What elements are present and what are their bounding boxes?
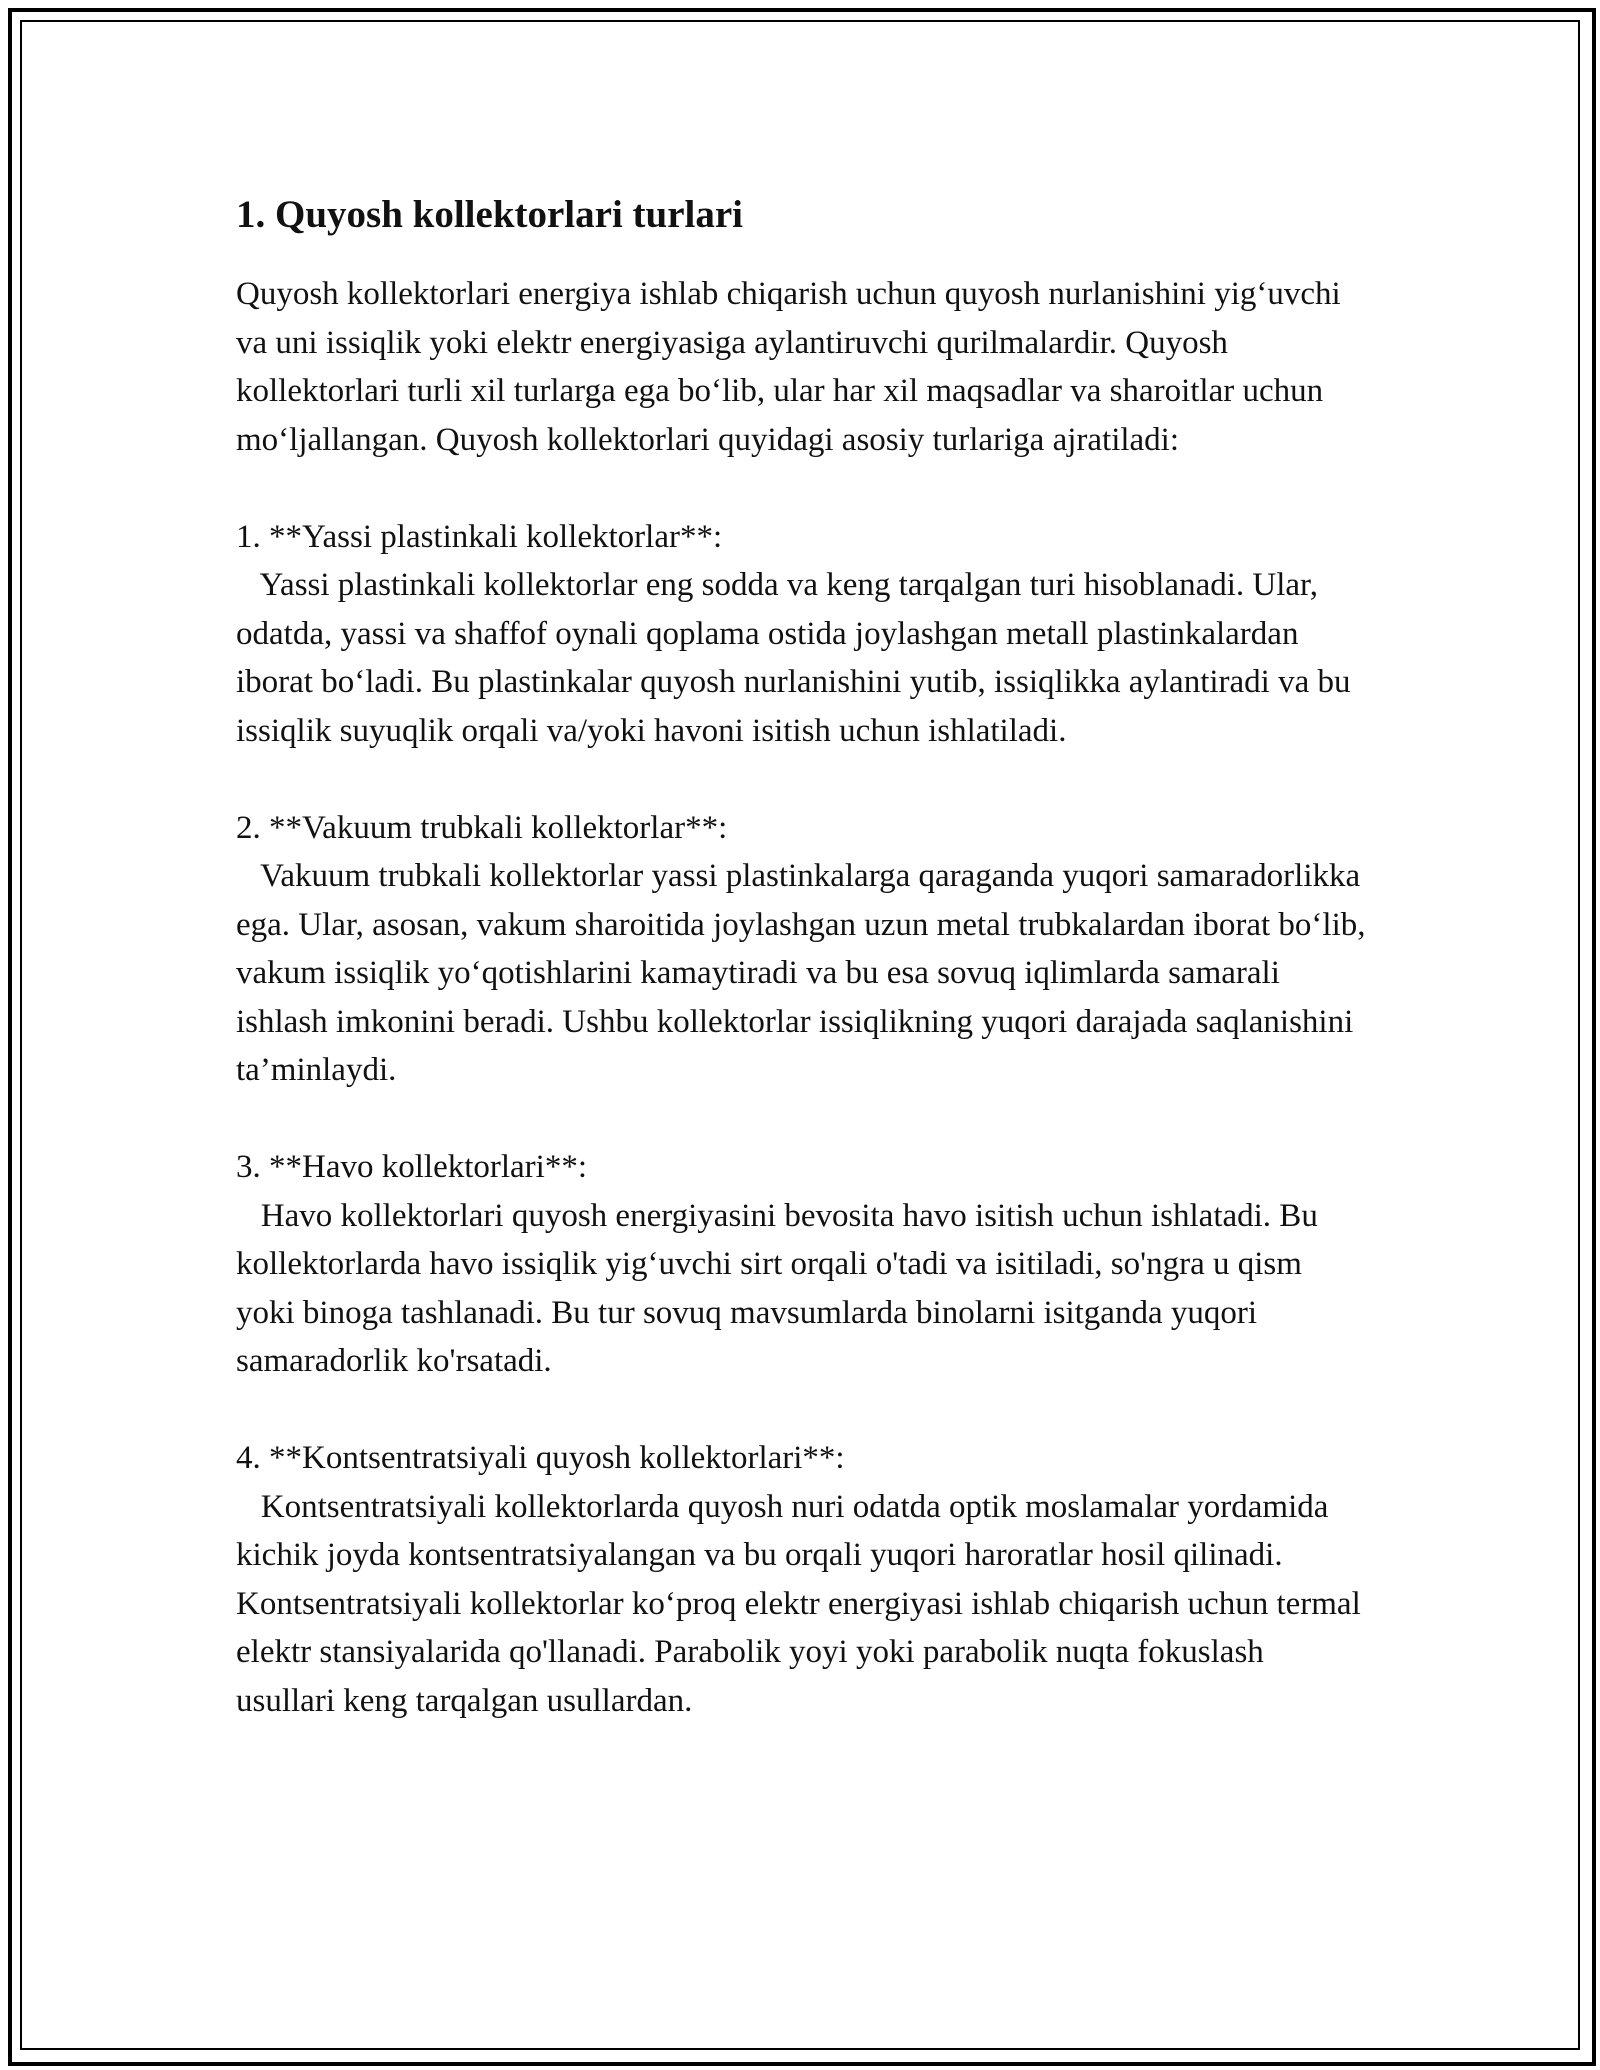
section-body [236, 1192, 1366, 1386]
section-title: 4. **Kontsentratsiyali quyosh kollektorlari**: [236, 1440, 845, 1476]
section-body-text: Kontsentratsiyali kollektorlarda quyosh nuri odatda optik moslamalar yordamida kichik joyda kontsentratsiyalangan va bu orqali yuqori haroratlar hosil qilinadi. Kontsentratsiyali kollektorlar ko‘proq elektr energiyasi ishlab chiqarish uchun termal elektr stansiyalarida qo'llanadi. Parabolik yoyi yoki parabolik nuqta fokuslash usullari keng tarqalgan usullardan. [236, 1488, 1361, 1719]
paragraph-gap [236, 1386, 1366, 1435]
section-body-text: Yassi plastinkali kollektorlar eng sodda va keng tarqalgan turi hisoblanadi. Ular, odatda, yassi va shaffof oynali qoplama ostida joylashgan metall plastinkalardan iborat bo‘ladi. Bu plastinkalar quyosh nurlanishini yutib, issiqlikka aylantiradi va bu issiqlik suyuqlik orqali va/yoki havoni isitish uchun ishlatiladi. [236, 567, 1351, 749]
document-body [236, 180, 1366, 1725]
section-body [236, 1483, 1366, 1726]
section-title: 1. **Yassi plastinkali kollektorlar**: [236, 518, 723, 555]
section-title: 2. **Vakuum trubkali kollektorlar**: [236, 809, 728, 846]
paragraph-gap [236, 464, 1366, 513]
section-body-text: Vakuum trubkali kollektorlar yassi plastinkalarga qaraganda yuqori samaradorlikka ega. Ular, asosan, vakum sharoitida joylashgan uzun metal trubkalardan iborat bo‘lib, vakum issiqlik yo‘qotishlarini kamaytiradi va bu esa sovuq iqlimlarda samarali ishlash imkonini beradi. Ushbu kollektorlar issiqlikning yuqori darajada saqlanishini ta’minlaydi. [236, 858, 1366, 1088]
section-title: 3. **Havo kollektorlari**: [236, 1149, 588, 1185]
paragraph-gap [236, 755, 1366, 804]
document-heading: 1. Quyosh kollektorlari turlari [236, 193, 743, 236]
paragraph-gap [236, 1095, 1366, 1144]
section-body [236, 561, 1366, 755]
intro-paragraph: Quyosh kollektorlari energiya ishlab chiqarish uchun quyosh nurlanishini yig‘uvchi va uni issiqlik yoki elektr energiyasiga aylantiruvchi qurilmalardir. Quyosh kollektorlari turli xil turlarga ega bo‘lib, ular har xil maqsadlar va sharoitlar uchun mo‘ljallangan. Quyosh kollektorlari quyidagi asosiy turlariga ajratiladi: [236, 276, 1341, 458]
section-body [236, 852, 1366, 1095]
section-body-text: Havo kollektorlari quyosh energiyasini bevosita havo isitish uchun ishlatadi. Bu kollektorlarda havo issiqlik yig‘uvchi sirt orqali o'tadi va isitiladi, so'ngra u qism yoki binoga tashlanadi. Bu tur sovuq mavsumlarda binolarni isitganda yuqori samaradorlik ko'rsatadi. [236, 1197, 1318, 1379]
